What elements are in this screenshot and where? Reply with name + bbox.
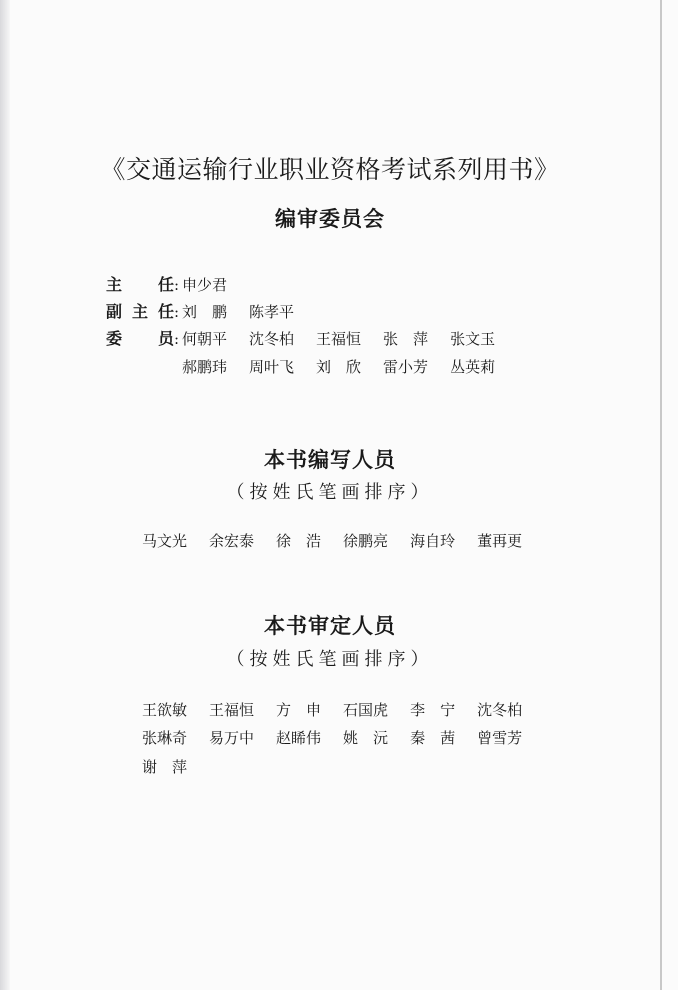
person-name: 赵睎伟: [276, 729, 322, 747]
person-name: 申少君: [182, 276, 228, 294]
reviewers-names-line2: [142, 725, 544, 751]
writers-names: [142, 528, 544, 554]
person-name: 郝鹏玮: [182, 358, 228, 376]
director-names: [182, 273, 249, 297]
members-label: 委 员: [106, 329, 174, 348]
person-name: 李 宁: [410, 701, 456, 719]
person-name: 刘 鹏: [182, 303, 228, 321]
person-name: 易万中: [209, 729, 255, 747]
person-name: 马文光: [142, 532, 188, 550]
person-name: 方 申: [276, 701, 322, 719]
reviewers-subtitle: （按姓氏笔画排序）: [226, 649, 434, 670]
person-name: 陈孝平: [249, 303, 295, 321]
person-name: 余宏泰: [209, 532, 255, 550]
person-name: 张 萍: [383, 330, 429, 348]
person-name: 何朝平: [182, 330, 228, 348]
person-name: 王福恒: [316, 330, 362, 348]
deputy-director-row: 副主任: 刘 鹏 陈孝平: [106, 300, 316, 324]
person-name: 沈冬柏: [249, 330, 295, 348]
director-label: 主 任: [106, 275, 174, 294]
deputy-director-label: 副主任: [106, 302, 174, 321]
person-name: 谢 萍: [142, 758, 188, 776]
person-name: 张琳奇: [142, 729, 188, 747]
page-edge: [660, 0, 662, 990]
person-name: 刘 欣: [316, 358, 362, 376]
person-name: 曾雪芳: [477, 729, 523, 747]
person-name: 王欲敏: [142, 701, 188, 719]
reviewers-names-line1: [142, 697, 544, 723]
person-name: 周叶飞: [249, 358, 295, 376]
person-name: 徐鹏亮: [343, 532, 389, 550]
members-row: 委 员: 何朝平 沈冬柏 王福恒 张 萍 张文玉: [106, 327, 517, 351]
person-name: 丛英莉: [450, 358, 496, 376]
reviewers-names-line3: [142, 754, 209, 780]
director-row: 主 任: 申少君: [106, 273, 249, 297]
series-title: 《交通运输行业职业资格考试系列用书》: [100, 155, 560, 184]
members-names-line1: [182, 327, 517, 351]
writers-subtitle: （按姓氏笔画排序）: [226, 482, 434, 503]
person-name: 雷小芳: [383, 358, 429, 376]
person-name: 秦 茜: [410, 729, 456, 747]
person-name: 张文玉: [450, 330, 496, 348]
committee-title: 编审委员会: [275, 206, 385, 231]
person-name: 姚 沅: [343, 729, 389, 747]
person-name: 徐 浩: [276, 532, 322, 550]
person-name: 海自玲: [410, 532, 456, 550]
person-name: 沈冬柏: [477, 701, 523, 719]
person-name: 董再更: [477, 532, 523, 550]
reviewers-title: 本书审定人员: [264, 613, 396, 638]
members-names-line2: [182, 355, 517, 379]
person-name: 王福恒: [209, 701, 255, 719]
deputy-director-names: [182, 300, 316, 324]
writers-title: 本书编写人员: [264, 447, 396, 472]
person-name: 石国虎: [343, 701, 389, 719]
